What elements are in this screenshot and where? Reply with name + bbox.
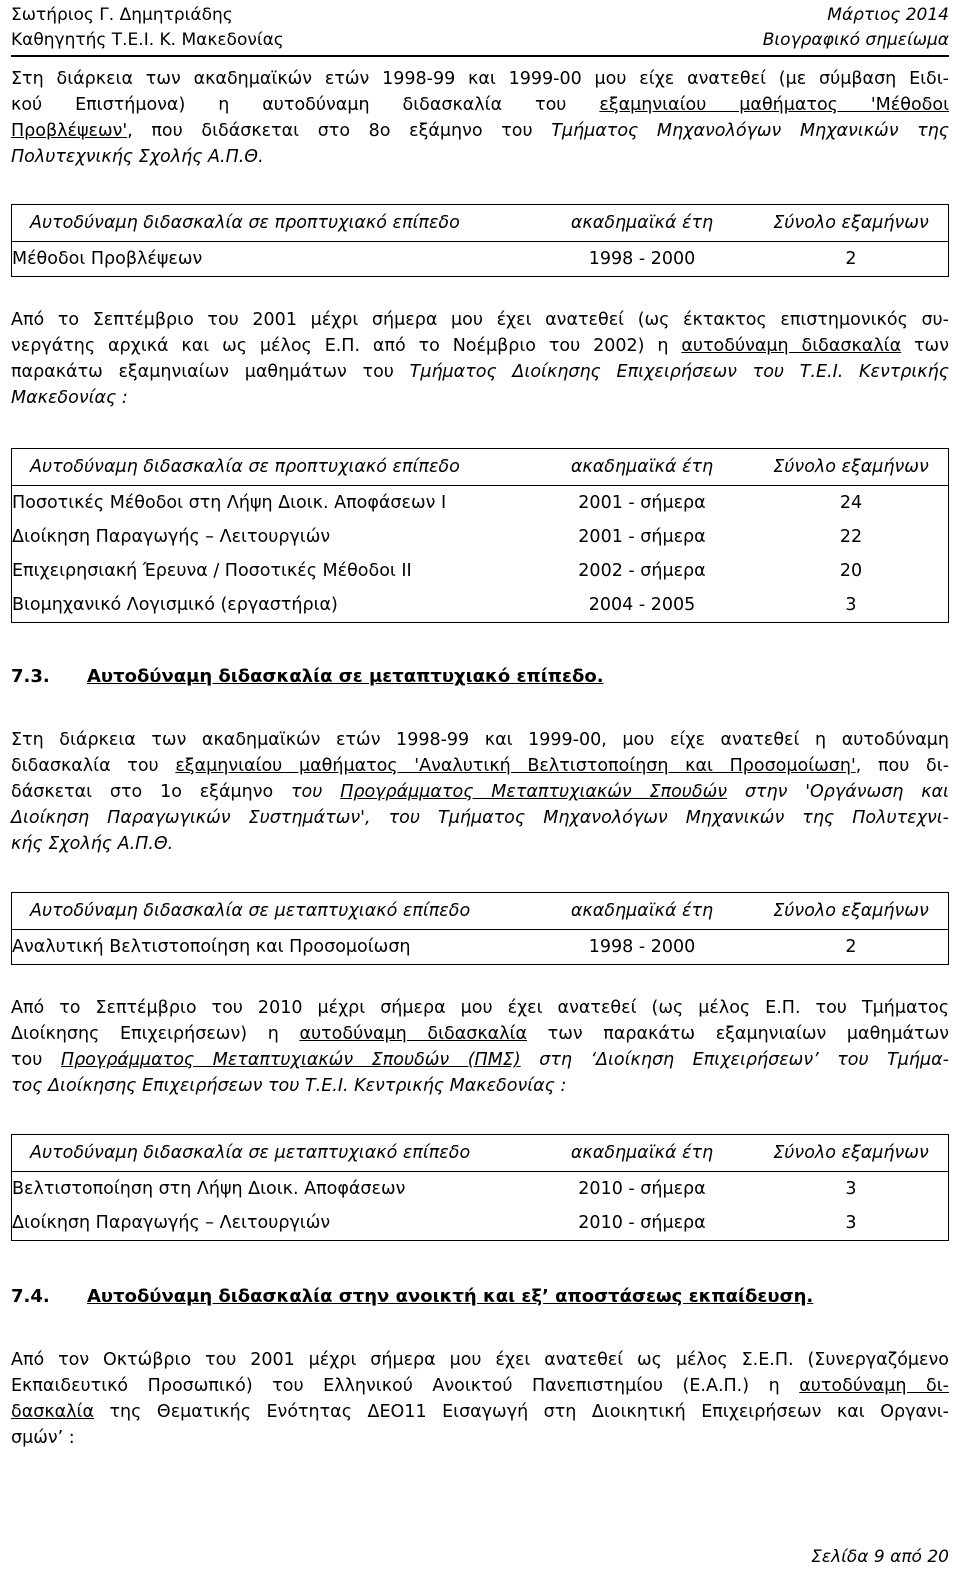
- paragraph-line: δάσκεται στο 1ο εξάμηνο του Προγράμματος Μεταπτυχιακών Σπουδών στην 'Οργάνωση και: [11, 782, 949, 802]
- section-title: Αυτοδύναμη διδασκαλία στην ανοικτή και εξ’ αποστάσεως εκπαίδευση.: [87, 1286, 814, 1307]
- paragraph-line: Προβλέψεων', που διδάσκεται στο 8ο εξάμηνο του Τμήματος Μηχανολόγων Μηχανικών της: [11, 121, 949, 141]
- page-number: Σελίδα 9 από 20: [811, 1547, 949, 1567]
- paragraph-3: [11, 727, 949, 857]
- paragraph-2: [11, 307, 949, 411]
- table-row: [12, 520, 948, 554]
- table-row: [12, 554, 948, 588]
- column-header: Σύνολο εξαμήνων: [773, 901, 929, 921]
- table-row: [12, 1206, 948, 1240]
- paragraph-line: Πολυτεχνικής Σχολής Α.Π.Θ.: [11, 147, 264, 167]
- postgrad-teaching-table-1: [11, 892, 949, 965]
- table-row: [12, 1172, 948, 1206]
- paragraph-line: Μακεδονίας :: [11, 388, 128, 408]
- course-name: Αναλυτική Βελτιστοποίηση και Προσομοίωση: [12, 937, 411, 957]
- paragraph-line: κής Σχολής Α.Π.Θ.: [11, 834, 174, 854]
- author-name: Σωτήριος Γ. Δημητριάδης: [11, 5, 233, 25]
- academic-years: 2002 - σήμερα: [578, 561, 706, 581]
- paragraph-line: δασκαλία της Θεματικής Ενότητας ΔΕΟ11 Εισαγωγή στη Διοικητική Επιχειρήσεων και Οργανι-: [11, 1402, 949, 1422]
- column-header: Σύνολο εξαμήνων: [773, 213, 929, 233]
- header-doc-type: Βιογραφικό σημείωμα: [762, 30, 949, 50]
- postgrad-teaching-table-2: [11, 1134, 949, 1241]
- academic-years: 2010 - σήμερα: [578, 1179, 706, 1199]
- semester-total: 22: [839, 527, 863, 547]
- column-header: ακαδημαϊκά έτη: [570, 213, 714, 233]
- paragraph-line: Διοίκηση Παραγωγικών Συστημάτων', του Τμήματος Μηχανολόγων Μηχανικών της Πολυτεχνι-: [11, 808, 949, 828]
- column-header: ακαδημαϊκά έτη: [570, 901, 714, 921]
- paragraph-5: [11, 1347, 949, 1451]
- academic-years: 2001 - σήμερα: [578, 493, 706, 513]
- undergrad-teaching-table-2: [11, 448, 949, 623]
- course-name: Βελτιστοποίηση στη Λήψη Διοικ. Αποφάσεων: [12, 1179, 406, 1199]
- academic-years: 2010 - σήμερα: [578, 1213, 706, 1233]
- table-header: [12, 1135, 948, 1172]
- section-number: 7.4.: [11, 1286, 50, 1307]
- course-name: Διοίκηση Παραγωγής – Λειτουργιών: [12, 1213, 331, 1233]
- semester-total: 20: [839, 561, 863, 581]
- column-header: Αυτοδύναμη διδασκαλία σε προπτυχιακό επίπεδο: [30, 457, 460, 477]
- semester-total: 3: [845, 1179, 857, 1199]
- paragraph-line: σμών’ :: [11, 1428, 75, 1448]
- column-header: Αυτοδύναμη διδασκαλία σε προπτυχιακό επίπεδο: [30, 213, 460, 233]
- academic-years: 2001 - σήμερα: [578, 527, 706, 547]
- paragraph-4: [11, 995, 949, 1099]
- column-header: Σύνολο εξαμήνων: [773, 1143, 929, 1163]
- table-header: [12, 893, 948, 930]
- column-header: Αυτοδύναμη διδασκαλία σε μεταπτυχιακό επίπεδο: [30, 1143, 471, 1163]
- header-date: Μάρτιος 2014: [827, 5, 949, 25]
- academic-years: 1998 - 2000: [588, 937, 696, 957]
- semester-total: 24: [839, 493, 863, 513]
- author-title: Καθηγητής Τ.Ε.Ι. Κ. Μακεδονίας: [11, 30, 284, 50]
- paragraph-line: διδασκαλία του εξαμηνιαίου μαθήματος 'Αναλυτική Βελτιστοποίηση και Προσομοίωση', που δι-: [11, 756, 950, 776]
- column-header: Σύνολο εξαμήνων: [773, 457, 929, 477]
- table-row: [12, 930, 948, 964]
- course-name: Επιχειρησιακή Έρευνα / Ποσοτικές Μέθοδοι ΙΙ: [12, 561, 412, 581]
- academic-years: 2004 - 2005: [588, 595, 696, 615]
- paragraph-line: Στη διάρκεια των ακαδημαϊκών ετών 1998-99 και 1999-00, μου είχε ανατεθεί η αυτοδύναμη: [11, 730, 949, 750]
- paragraph-1: [11, 66, 949, 170]
- paragraph-line: Από το Σεπτέμβριο του 2010 μέχρι σήμερα μου έχει ανατεθεί (ως μέλος Ε.Π. του Τμήματος: [11, 998, 949, 1018]
- table-header: [12, 205, 948, 242]
- paragraph-line: Εκπαιδευτικό Προσωπικό) του Ελληνικού Ανοικτού Πανεπιστημίου (Ε.Α.Π.) η αυτοδύναμη δι-: [11, 1376, 949, 1396]
- header-divider: [11, 55, 949, 57]
- paragraph-line: Από τον Οκτώβριο του 2001 μέχρι σήμερα μου έχει ανατεθεί ως μέλος Σ.Ε.Π. (Συνεργαζόμενο: [11, 1350, 949, 1370]
- paragraph-line: νεργάτης αρχικά και ως μέλος Ε.Π. από το Νοέμβριο του 2002) η αυτοδύναμη διδασκαλία των: [11, 336, 949, 356]
- course-name: Ποσοτικές Μέθοδοι στη Λήψη Διοικ. Αποφάσεων Ι: [12, 493, 447, 513]
- paragraph-line: Στη διάρκεια των ακαδημαϊκών ετών 1998-99 και 1999-00 μου είχε ανατεθεί (με σύμβαση Ειδι-: [11, 69, 949, 89]
- table-row: [12, 242, 948, 276]
- semester-total: 3: [845, 595, 857, 615]
- undergrad-teaching-table-1: [11, 204, 949, 277]
- column-header: Αυτοδύναμη διδασκαλία σε μεταπτυχιακό επίπεδο: [30, 901, 471, 921]
- paragraph-line: Από το Σεπτέμβριο του 2001 μέχρι σήμερα μου έχει ανατεθεί (ως έκτακτος επιστημονικός συ-: [11, 310, 949, 330]
- semester-total: 2: [845, 249, 857, 269]
- semester-total: 2: [845, 937, 857, 957]
- paragraph-line: Διοίκησης Επιχειρήσεων) η αυτοδύναμη διδασκαλία των παρακάτω εξαμηνιαίων μαθημάτων: [11, 1024, 950, 1044]
- academic-years: 1998 - 2000: [588, 249, 696, 269]
- paragraph-line: του Προγράμματος Μεταπτυχιακών Σπουδών (ΠΜΣ) στη ‘Διοίκηση Επιχειρήσεων’ του Τμήμα-: [11, 1050, 949, 1070]
- paragraph-line: κού Επιστήμονα) η αυτοδύναμη διδασκαλία του εξαμηνιαίου μαθήματος 'Μέθοδοι: [11, 95, 949, 115]
- semester-total: 3: [845, 1213, 857, 1233]
- table-row: [12, 486, 948, 520]
- section-number: 7.3.: [11, 666, 50, 687]
- course-name: Βιομηχανικό Λογισμικό (εργαστήρια): [12, 595, 338, 615]
- table-header: [12, 449, 948, 486]
- column-header: ακαδημαϊκά έτη: [570, 457, 714, 477]
- course-name: Διοίκηση Παραγωγής – Λειτουργιών: [12, 527, 331, 547]
- paragraph-line: τος Διοίκησης Επιχειρήσεων του Τ.Ε.Ι. Κεντρικής Μακεδονίας :: [11, 1076, 567, 1096]
- course-name: Μέθοδοι Προβλέψεων: [12, 249, 203, 269]
- table-row: [12, 588, 948, 622]
- section-title: Αυτοδύναμη διδασκαλία σε μεταπτυχιακό επίπεδο.: [87, 666, 604, 687]
- paragraph-line: παρακάτω εξαμηνιαίων μαθημάτων του Τμήματος Διοίκησης Επιχειρήσεων του Τ.Ε.Ι. Κεντρικής: [11, 362, 949, 382]
- column-header: ακαδημαϊκά έτη: [570, 1143, 714, 1163]
